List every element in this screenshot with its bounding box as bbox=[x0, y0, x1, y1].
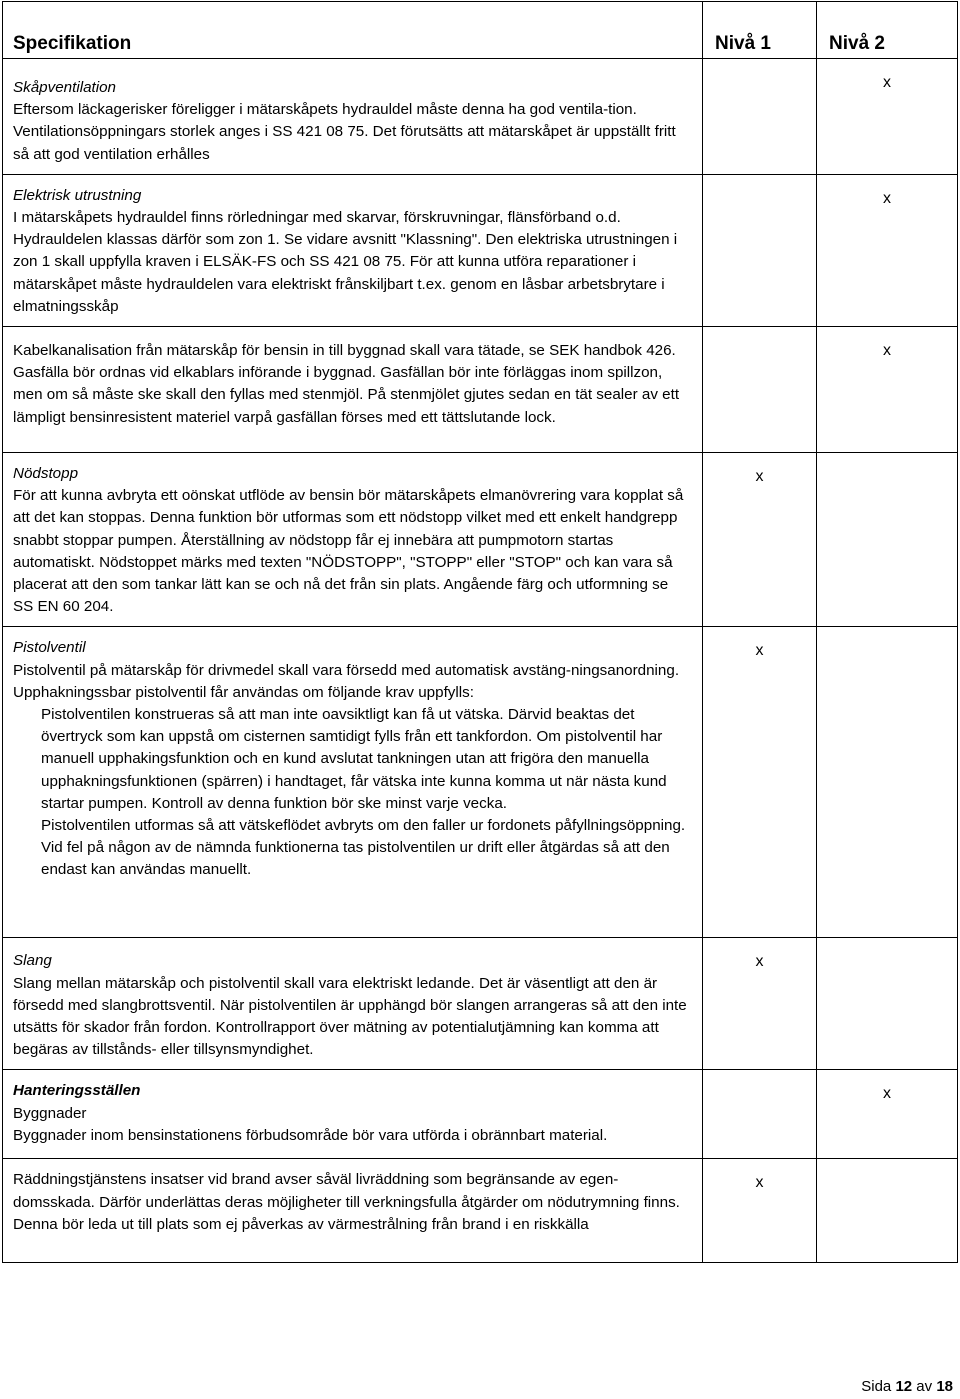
level2-cell bbox=[817, 453, 958, 627]
level2-mark: x bbox=[883, 189, 891, 207]
table-header-row bbox=[3, 2, 958, 59]
table-row bbox=[3, 1070, 958, 1159]
level2-cell bbox=[817, 1070, 958, 1159]
row-title: Elektrisk utrustning bbox=[13, 186, 142, 204]
footer-total-pages: 18 bbox=[936, 1378, 953, 1395]
row-title: Skåpventilation bbox=[13, 79, 117, 96]
table-row bbox=[3, 938, 958, 1070]
spec-cell bbox=[3, 627, 703, 938]
level1-mark: x bbox=[755, 1174, 764, 1192]
level1-mark bbox=[703, 59, 816, 74]
level2-cell bbox=[817, 327, 958, 453]
spec-cell bbox=[3, 1159, 703, 1263]
spec-cell bbox=[3, 453, 703, 627]
level1-cell bbox=[703, 174, 817, 326]
header-niva-1: Nivå 1 bbox=[715, 33, 771, 54]
level2-cell bbox=[817, 1159, 958, 1263]
list-item: Pistolventilen konstrueras så att man inte oavsiktligt kan få ut vätska. Därvid beaktas det övertryck som kan uppstå om cisternen samtidigt fylls från ett tankfordon. Om pistolventil har manuell upphakingsfunktion och en kund avslutat tankningen utan att frigöra den manuella upphakningsfunktionen (spärren) i handtaget, får vätska inte kunna komma ut när nästa kund startar pumpen. Kontroll av denna funktion bör ske minst varje vecka. bbox=[41, 706, 667, 812]
row-text: I mätarskåpets hydrauldel finns rörledningar med skarvar, förskruvningar, flänsförband o.d. Hydrauldelen klassas därför som zon 1. Se vidare avsnitt "Klassning". Den elektriska utrustningen i zon 1 skall uppfylla kraven i ELSÄK-FS och SS 421 08 75. För att kunna utföra reparationer i mätarskåpet måste hydrauldelen vara elektriskt frånskiljbart t.ex. genom en låsbar arbetsbrytare i elmatningsskåp bbox=[13, 209, 678, 315]
level1-cell bbox=[703, 59, 817, 175]
requirement-list bbox=[13, 704, 688, 882]
level2-mark bbox=[817, 453, 957, 468]
level2-mark bbox=[817, 1159, 957, 1174]
row-subtitle: Byggnader bbox=[13, 1104, 87, 1122]
level1-cell bbox=[703, 938, 817, 1070]
level2-cell bbox=[817, 174, 958, 326]
level1-cell bbox=[703, 627, 817, 938]
level2-mark bbox=[817, 938, 957, 953]
spec-cell bbox=[3, 327, 703, 453]
table-row bbox=[3, 174, 958, 326]
level1-mark: x bbox=[755, 953, 764, 971]
level2-mark: x bbox=[883, 1085, 891, 1103]
row-text: Pistolventil på mätarskåp för drivmedel skall vara försedd med automatisk avstäng-ningsanordning. Upphakningssbar pistolventil får användas om följande krav uppfylls: bbox=[13, 661, 680, 701]
specification-table bbox=[2, 1, 958, 1263]
level1-mark bbox=[703, 327, 816, 342]
row-title: Hanteringsställen bbox=[13, 1082, 141, 1100]
level2-mark: x bbox=[883, 342, 891, 360]
row-title: Pistolventil bbox=[13, 639, 86, 657]
level1-mark bbox=[703, 175, 816, 190]
table-row bbox=[3, 453, 958, 627]
row-text: Byggnader inom bensinstationens förbudsområde bör vara utförda i obrännbart material. bbox=[13, 1126, 608, 1144]
list-item: Pistolventilen utformas så att vätskeflödet avbryts om den faller ur fordonets påfyllningsöppning. bbox=[41, 817, 686, 835]
level1-cell bbox=[703, 327, 817, 453]
list-item: Vid fel på någon av de nämnda funktionerna tas pistolventilen ur drift eller åtgärdas så att den endast kan användas manuellt. bbox=[41, 839, 670, 879]
row-text: Slang mellan mätarskåp och pistolventil skall vara elektriskt ledande. Det är väsentligt att den är försedd med slangbrottsventil. När pistolventilen är upphängd bör slangen arrangeras så att den inte utsätts för skador från fordon. Kontrollrapport över mätning av potentialutjämning kan komma att begäras av tillstånds- eller tillsynsmyndighet. bbox=[13, 974, 687, 1059]
level1-mark: x bbox=[755, 642, 764, 660]
table-row bbox=[3, 1159, 958, 1263]
footer-page-number: 12 bbox=[895, 1378, 913, 1395]
row-text: Kabelkanalisation från mätarskåp för bensin in till byggnad skall vara tätade, se SEK handbok 426. Gasfälla bör ordnas vid elkablars införande i byggnad. Gasfällan bör inte förläggas inom spillzon, men om så måste ske skall den fyllas med stenmjöl. På stenmjölet gjutes sedan en tät sealer av ett lämpligt bensinresistent materiel varpå gasfällan förses med ett tättslutande lock. bbox=[13, 342, 680, 426]
row-text: För att kunna avbryta ett oönskat utflöde av bensin bör mätarskåpets elmanövrering vara kopplat så att det kan stoppas. Denna funktion bör utformas som ett nödstopp vilket med ett enkelt handgrepp snabbt stoppar pumpen. Återställning av nödstopp får ej innebära att pumpmotorn startas automatiskt. Nödstoppet märks med texten "NÖDSTOPP", "STOPP" eller "STOP" och kan vara så placerat att den som tankar lätt kan se och nå det från sin plats. Angående färg och utformning se SS EN 60 204. bbox=[13, 487, 684, 616]
level1-cell bbox=[703, 453, 817, 627]
footer-middle: av bbox=[916, 1378, 933, 1395]
footer-prefix: Sida bbox=[861, 1378, 892, 1395]
level2-cell bbox=[817, 627, 958, 938]
level2-cell bbox=[817, 59, 958, 175]
level2-cell bbox=[817, 938, 958, 1070]
level1-cell bbox=[703, 1159, 817, 1263]
level1-mark: x bbox=[755, 468, 764, 486]
table-row bbox=[3, 327, 958, 453]
spec-cell bbox=[3, 1070, 703, 1159]
row-title: Slang bbox=[13, 952, 52, 970]
level1-mark bbox=[703, 1070, 816, 1085]
spec-cell bbox=[3, 938, 703, 1070]
header-specifikation: Specifikation bbox=[13, 33, 132, 54]
table-row bbox=[3, 59, 958, 175]
header-level2-cell bbox=[817, 2, 958, 59]
row-title: Nödstopp bbox=[13, 465, 79, 483]
table-row bbox=[3, 627, 958, 938]
row-text: Räddningstjänstens insatser vid brand avser såväl livräddning som begränsande av egen-domsskada. Därför underlättas deras möjligheter till verkningsfulla åtgärder om nödutrymning finns. Denna bör leda ut till plats som ej påverkas av värmestrålning från brand i en riskkälla bbox=[13, 1171, 680, 1233]
row-text: Eftersom läckagerisker föreligger i mätarskåpets hydrauldel måste denna ha god ventila-tion. Ventilationsöppningars storlek anges i SS 421 08 75. Det förutsätts att mätarskåpet är uppställt fritt så att god ventilation erhålles bbox=[13, 101, 676, 163]
level2-mark bbox=[817, 627, 957, 642]
spec-cell bbox=[3, 59, 703, 175]
level1-cell bbox=[703, 1070, 817, 1159]
header-spec-cell bbox=[3, 2, 703, 59]
spec-cell bbox=[3, 174, 703, 326]
header-level1-cell bbox=[703, 2, 817, 59]
level2-mark: x bbox=[883, 74, 891, 91]
header-niva-2: Nivå 2 bbox=[829, 33, 885, 54]
page-footer bbox=[861, 1378, 953, 1395]
